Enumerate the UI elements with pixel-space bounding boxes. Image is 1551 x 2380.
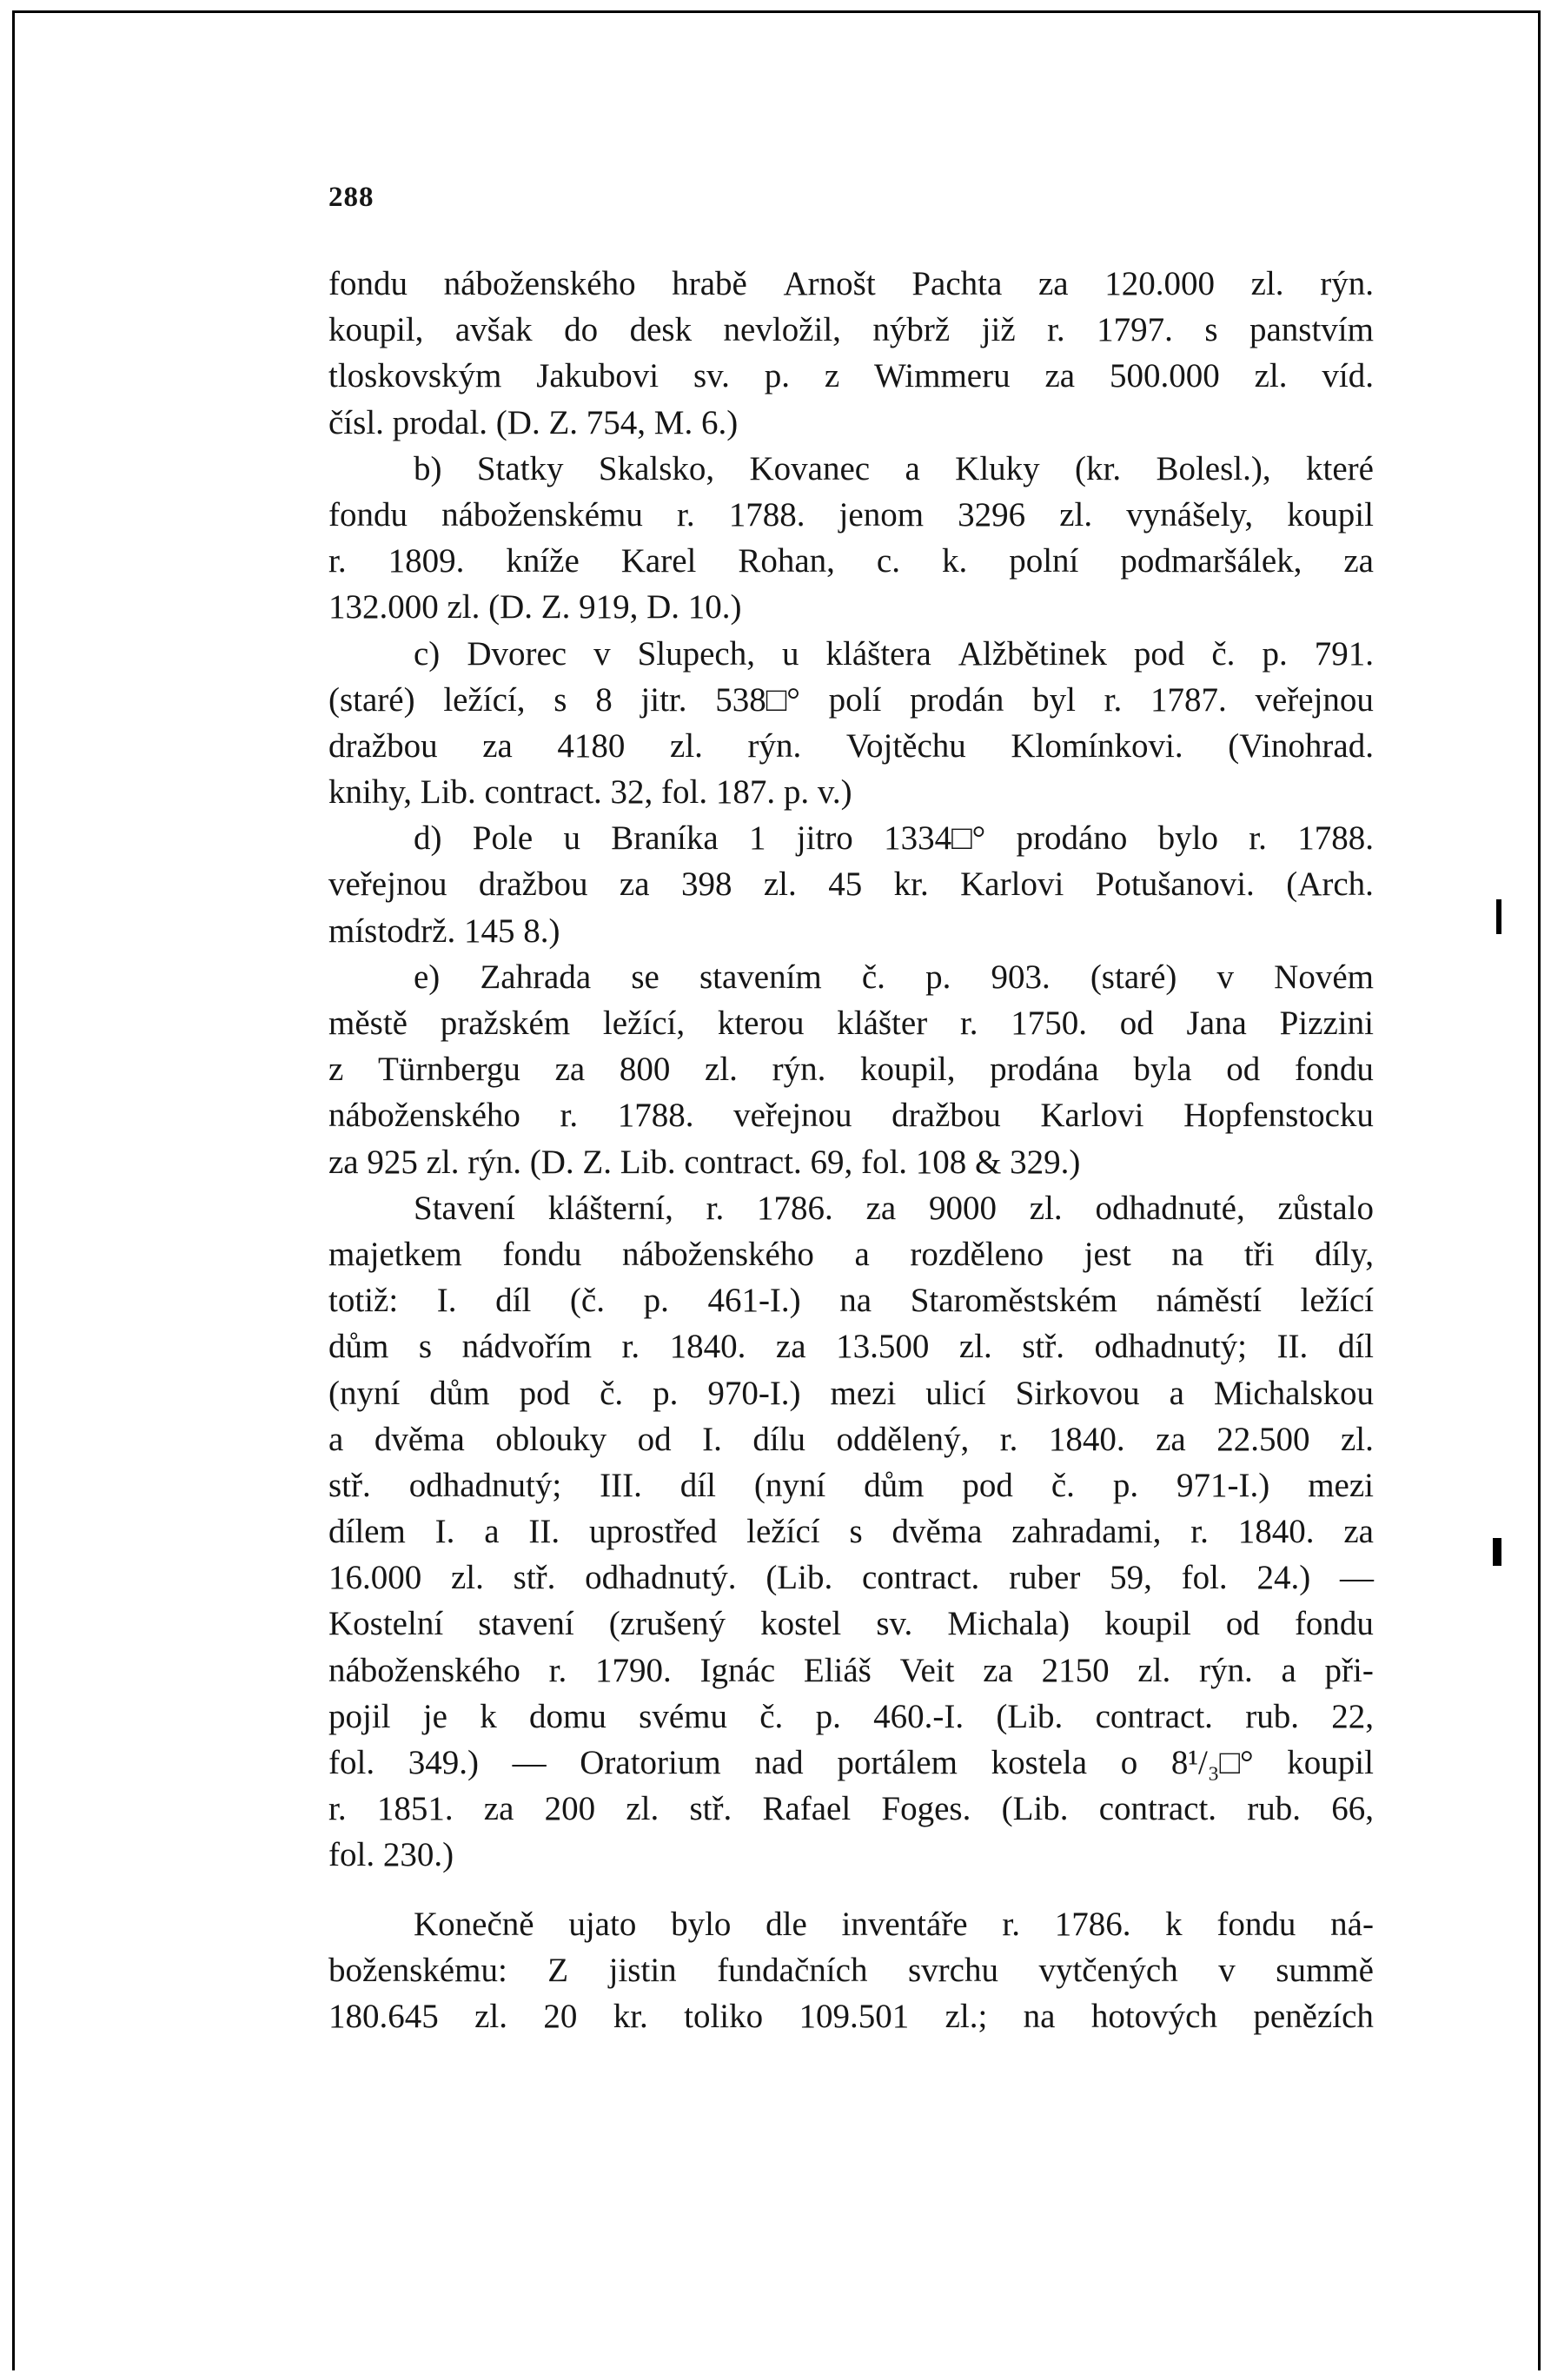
text-line: e) Zahrada se stavením č. p. 903. (staré) v Novém: [414, 958, 1374, 996]
text-line: 16.000 zl. stř. odhadnutý. (Lib. contract. ruber 59, fol. 24.) —: [328, 1559, 1374, 1597]
text-line: pojil je k domu svému č. p. 460.-I. (Lib. contract. rub. 22,: [328, 1697, 1374, 1735]
text-line: koupil, avšak do desk nevložil, nýbrž již r. 1797. s panstvím: [328, 311, 1374, 349]
text-line: z Türnbergu za 800 zl. rýn. koupil, prodána byla od fondu: [328, 1051, 1374, 1089]
text-line: knihy, Lib. contract. 32, fol. 187. p. v.): [328, 773, 852, 812]
text-line: čísl. prodal. (D. Z. 754, M. 6.): [328, 403, 739, 441]
text-line: fondu náboženského hrabě Arnošt Pachta za 120.000 zl. rýn.: [328, 265, 1374, 302]
page-number: 288: [328, 182, 374, 213]
text-line: městě pražském ležící, kterou klášter r. 1750. od Jana Pizzini: [328, 1004, 1374, 1042]
text-line: stř. odhadnutý; III. díl (nyní dům pod č. p. 971-I.) mezi: [328, 1466, 1374, 1504]
text-line: fondu náboženskému r. 1788. jenom 3296 zl. vynášely, koupil: [328, 495, 1374, 534]
text-line: b) Statky Skalsko, Kovanec a Kluky (kr. Bolesl.), které: [414, 449, 1374, 487]
text-line: náboženského r. 1788. veřejnou dražbou Karlovi Hopfenstocku: [328, 1097, 1374, 1135]
text-line: místodrž. 145 8.): [328, 912, 560, 950]
text-line: boženskému: Z jistin fundačních svrchu vytčených v summě: [328, 1951, 1374, 1989]
text-line: dražbou za 4180 zl. rýn. Vojtěchu Klomínkovi. (Vinohrad.: [328, 726, 1374, 765]
text-line: Kostelní stavení (zrušený kostel sv. Michala) koupil od fondu: [328, 1605, 1374, 1643]
text-line: veřejnou dražbou za 398 zl. 45 kr. Karlovi Potušanovi. (Arch.: [328, 865, 1374, 904]
text-line: 132.000 zl. (D. Z. 919, D. 10.): [328, 588, 742, 626]
text-line: dům s nádvořím r. 1840. za 13.500 zl. stř. odhadnutý; II. díl: [328, 1328, 1374, 1366]
text-line: d) Pole u Braníka 1 jitro 1334□° prodáno bylo r. 1788.: [414, 819, 1374, 858]
text-line: (nyní dům pod č. p. 970-I.) mezi ulicí Sirkovou a Michalskou: [328, 1374, 1374, 1412]
scan-edge-mark: [1496, 899, 1501, 934]
text-line: fol. 230.): [328, 1836, 454, 1874]
text-line: majetkem fondu náboženského a rozděleno jest na tři díly,: [328, 1235, 1374, 1273]
text-line: fol. 349.) — Oratorium nad portálem kostela o 8¹/₃□° koupil: [328, 1744, 1374, 1781]
text-line: Konečně ujato bylo dle inventáře r. 1786. k fondu ná-: [414, 1905, 1374, 1943]
text-line: totiž: I. díl (č. p. 461-I.) na Staroměstském náměstí ležící: [328, 1282, 1374, 1320]
scan-edge-mark: [1493, 1538, 1501, 1566]
text-line: 180.645 zl. 20 kr. toliko 109.501 zl.; na hotových penězích: [328, 1997, 1374, 2035]
text-line: r. 1851. za 200 zl. stř. Rafael Foges. (Lib. contract. rub. 66,: [328, 1790, 1374, 1828]
text-line: náboženského r. 1790. Ignác Eliáš Veit za 2150 zl. rýn. a při-: [328, 1651, 1374, 1689]
text-line: tloskovským Jakubovi sv. p. z Wimmeru za 500.000 zl. víd.: [328, 357, 1374, 395]
text-line: a dvěma oblouky od I. dílu oddělený, r. 1840. za 22.500 zl.: [328, 1420, 1374, 1458]
text-line: (staré) ležící, s 8 jitr. 538□° polí prodán byl r. 1787. veřejnou: [328, 680, 1374, 719]
text-line: Stavení klášterní, r. 1786. za 9000 zl. odhadnuté, zůstalo: [414, 1189, 1374, 1227]
text-line: r. 1809. kníže Karel Rohan, c. k. polní podmaršálek, za: [328, 542, 1374, 580]
body-text: [328, 261, 1374, 2039]
text-line: c) Dvorec v Slupech, u kláštera Alžbětinek pod č. p. 791.: [414, 634, 1374, 673]
text-line: za 925 zl. rýn. (D. Z. Lib. contract. 69, fol. 108 & 329.): [328, 1143, 1081, 1181]
text-line: dílem I. a II. uprostřed ležící s dvěma zahradami, r. 1840. za: [328, 1513, 1374, 1551]
